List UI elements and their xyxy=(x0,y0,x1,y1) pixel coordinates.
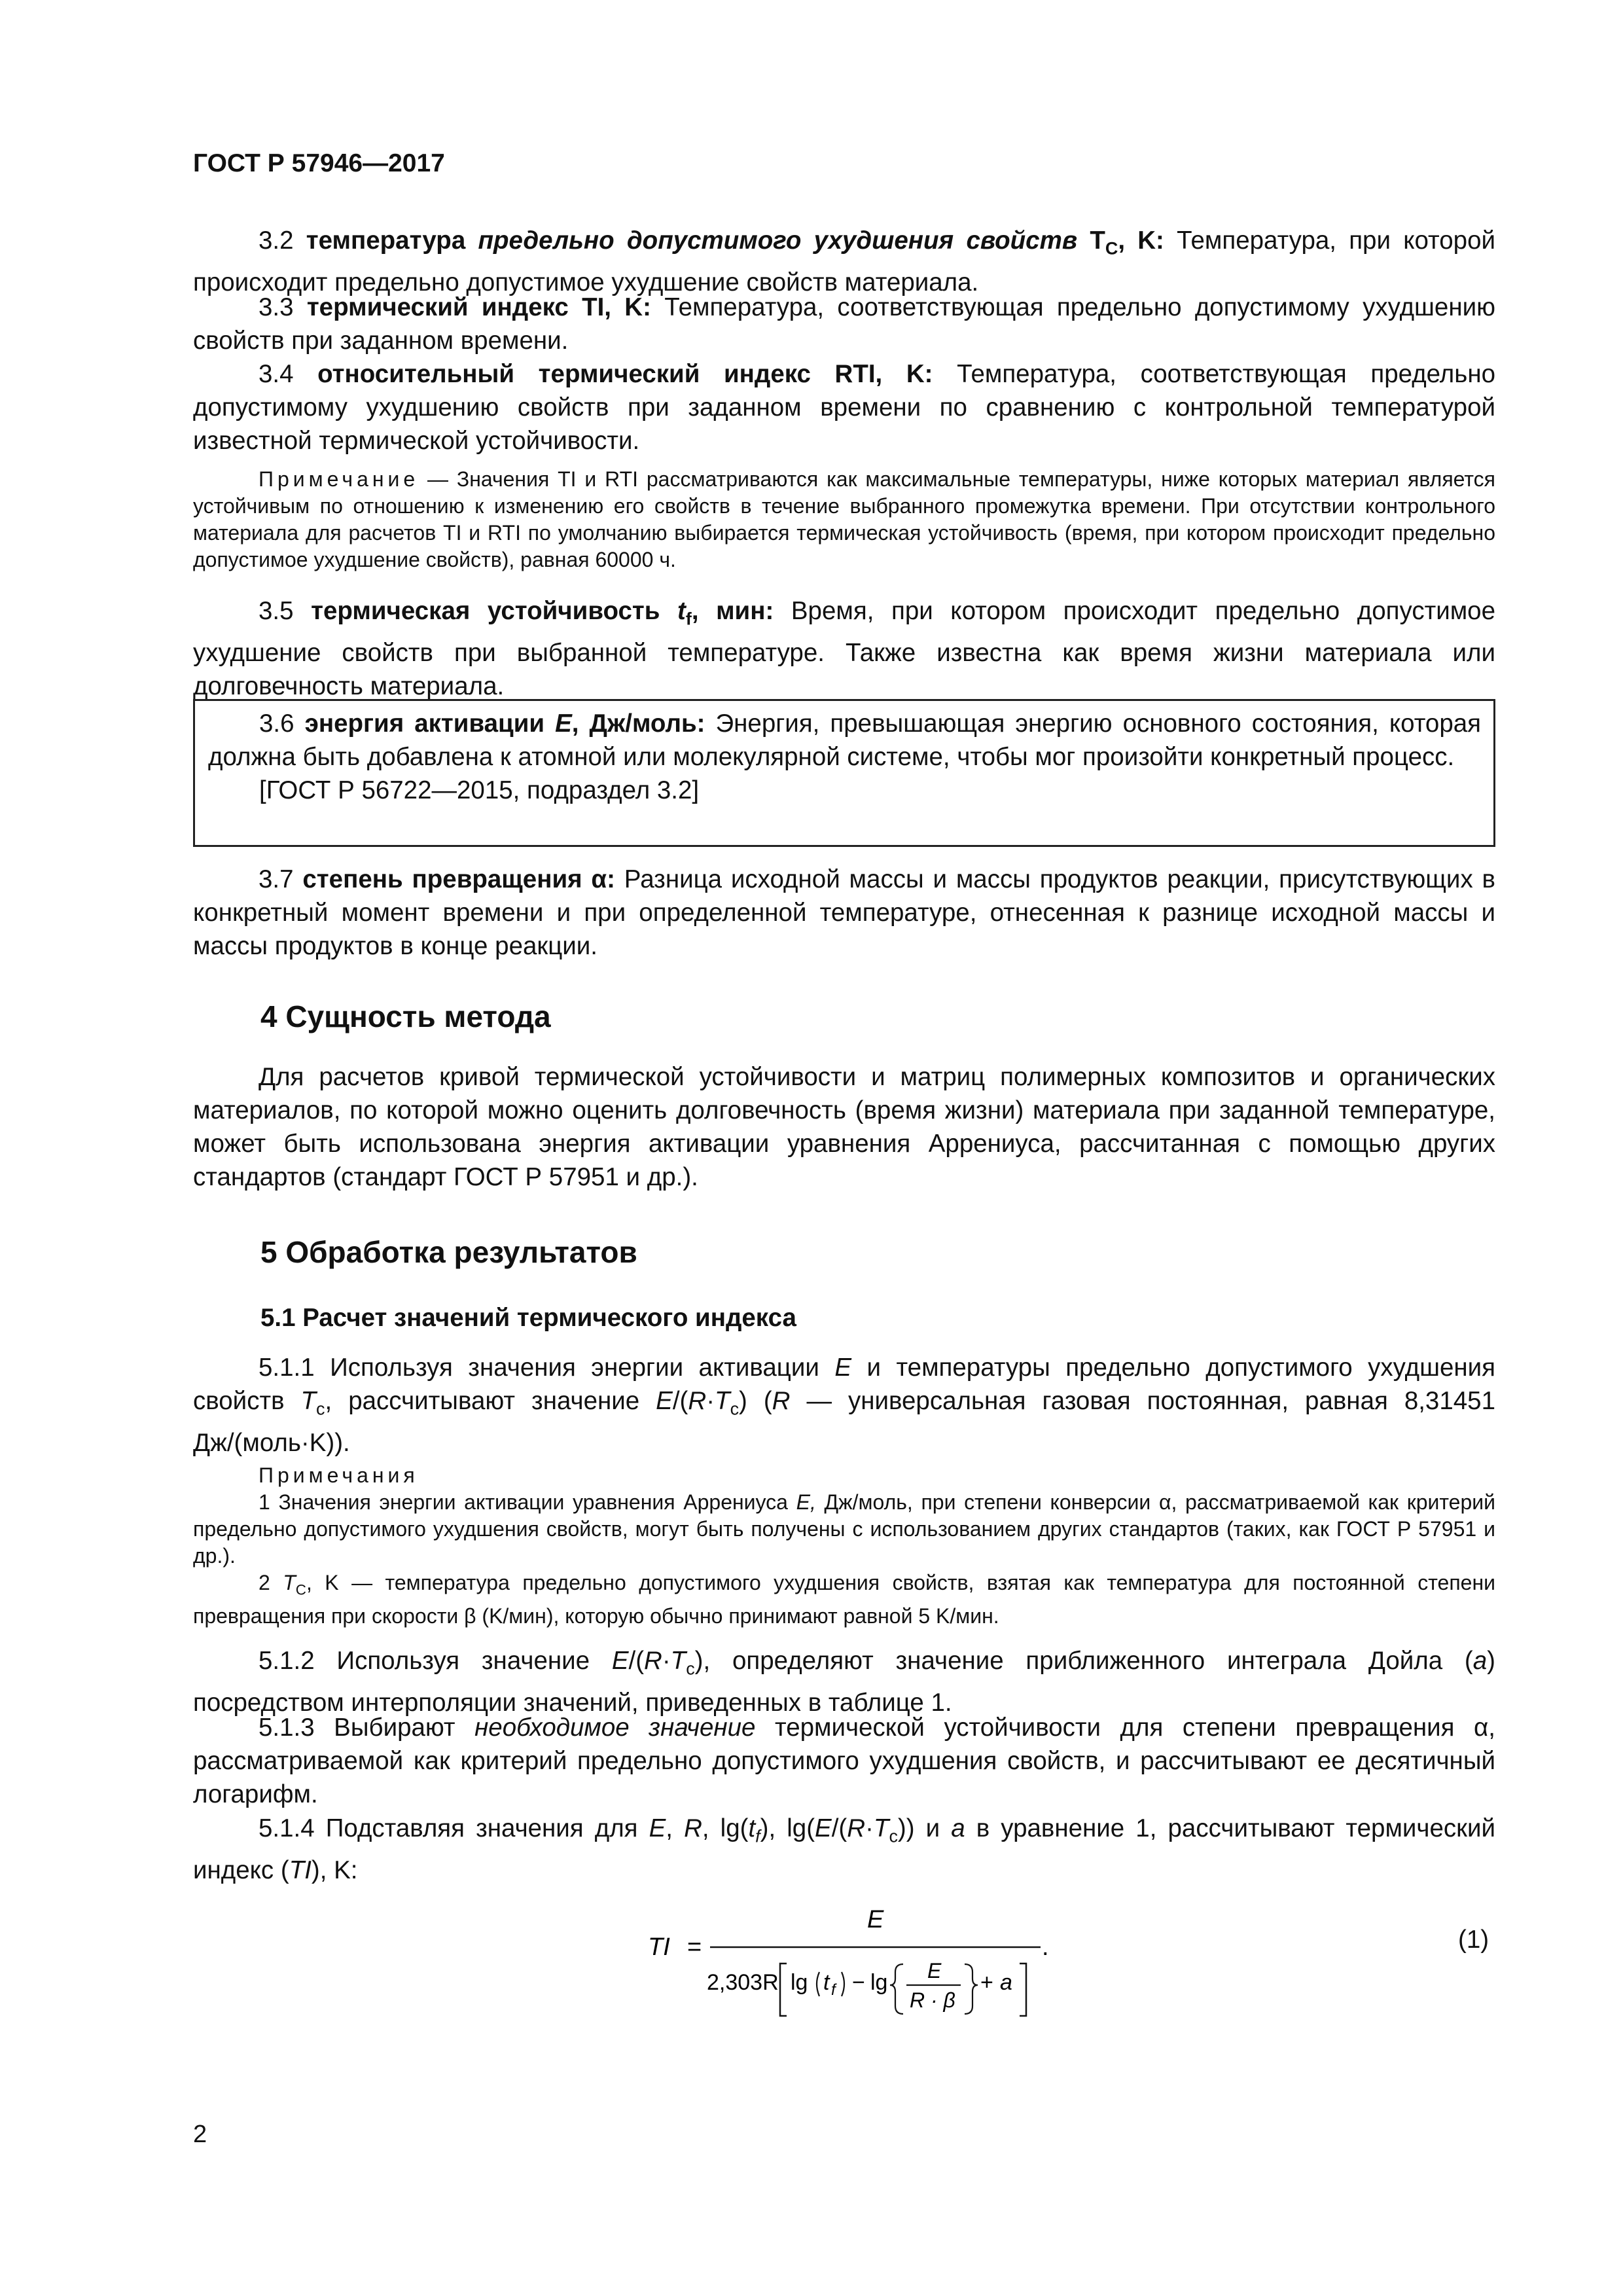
formula-minus: − xyxy=(852,1970,865,1995)
notes-label: Примечания xyxy=(259,1463,419,1487)
formula-coef: 2,303R xyxy=(707,1970,779,1995)
clause-5-1-3: 5.1.3 Выбирают необходимое значение термической устойчивости для степени превращения α, рассматриваемой как критерий предельно допустимого ухудшения свойств, и рассчитывают ее десятичный логарифм. xyxy=(193,1713,1496,1808)
clause-3-2: 3.2 температура предельно допустимого ухудшения свойств $T_C$, K: Температура, при которой происходит предельно допустимое ухудшение свойств материала. xyxy=(193,226,1495,296)
subsection-5-1-title: 5.1 Расчет значений термического индекса xyxy=(260,1304,796,1332)
formula-left-brace xyxy=(890,1964,903,2014)
formula-tf: t xyxy=(823,1970,830,1995)
page-number: 2 xyxy=(193,2121,207,2148)
clause-5-1-2: 5.1.2 Используя значение $E/(R\cdot T_с)$, определяют значение приближенного интеграла Дойла (a) посредством интерполяции значений, приведенных в таблице 1. xyxy=(193,1647,1495,1717)
formula-lparen xyxy=(817,1972,819,1996)
formula-plus: + xyxy=(980,1970,993,1995)
formula-right-brace xyxy=(965,1964,978,2014)
formula-left-bracket xyxy=(780,1964,787,2016)
note-3-4: Примечание — Значения TI и RTI рассматриваются как максимальные температуры, ниже которых материал является устойчивым по отношению к изменению его свойств в течение выбранного промежутка времени. При отсутствии контрольного материала для расчетов TI и RTI по умолчанию выбирается термическая устойчивость (время, при котором происходит предельно допустимое ухудшение свойств), равная 60000 ч. xyxy=(193,467,1495,571)
formula-lg2: lg xyxy=(870,1970,888,1995)
clause-3-3: 3.3 термический индекс TI, K: Температура, соответствующая предельно допустимому ухудшению свойств при заданном времени. xyxy=(193,293,1495,355)
clause-3-6-reference: [ГОСТ Р 56722—2015, подраздел 3.2] xyxy=(259,776,700,804)
clause-3-5: 3.5 термическая устойчивость $t_f$, мин: Время, при котором происходит предельно допустимое ухудшение свойств при выбранной температуре. Также известна как время жизни материала или долговечность материала. xyxy=(193,597,1496,700)
formula-tf-sub: f xyxy=(831,1981,836,1999)
equation-number: (1) xyxy=(1458,1926,1489,1954)
section-4-title: 4 Сущность метода xyxy=(260,999,551,1033)
formula-lhs: TI xyxy=(648,1933,670,1961)
document-header: ГОСТ Р 57946—2017 xyxy=(193,149,445,177)
clause-3-4: 3.4 относительный термический индекс RTI, K: Температура, соответствующая предельно допустимому ухудшению свойств при заданном времени по сравнению с контрольной температурой известной термической устойчивости. xyxy=(193,360,1495,455)
clause-3-7: 3.7 степень превращения α: Разница исходной массы и массы продуктов реакции, присутствующих в конкретный момент времени и при определенной температуре, отнесенная к разнице исходной массы и массы продуктов в конце реакции. xyxy=(193,865,1496,960)
section-5-title: 5 Обработка результатов xyxy=(260,1235,637,1269)
equation-1 xyxy=(641,1901,1099,2026)
clause-3-6: 3.6 энергия активации E, Дж/моль: Энергия, превышающая энергию основного состояния, которая должна быть добавлена к атомной или молекулярной системе, чтобы мог произойти конкретный процесс. [ГОСТ Р 56722—2015, подраздел 3.2] xyxy=(208,709,1481,804)
notes-5-1-1: Примечания 1 Значения энергии активации уравнения Аррениуса E, Дж/моль, при степени конверсии α, рассматриваемой как критерий предельно допустимого ухудшения свойств, могут быть получены с использованием других стандартов (таких, как ГОСТ Р 57951 и др.). 2 $T_C$, K — температура предельно допустимого ухудшения свойств, взятая как температура для постоянной степени превращения при скорости β (K/мин), которую обычно принимают равной 5 K/мин. xyxy=(193,1463,1496,1628)
formula-numerator: E xyxy=(867,1906,884,1933)
clause-5-1-4: 5.1.4 Подставляя значения для E, R, $\lg(t_f)$, $\lg(E/(R\cdot T_с))$ и a в уравнение 1, рассчитывают термический индекс (TI), K: xyxy=(193,1814,1496,1884)
formula-inner-numerator: E xyxy=(927,1959,942,1982)
clause-5-1-1: 5.1.1 Используя значения энергии активации E и температуры предельно допустимого ухудшения свойств $T_с$, рассчитывают значение $E/(R\cdot T_с)$ (R — универсальная газовая постоянная, равная 8,31451 Дж/(моль·K)). xyxy=(193,1354,1496,1457)
formula-a: a xyxy=(1000,1970,1012,1995)
section-4-text: Для расчетов кривой термической устойчивости и матриц полимерных композитов и органических материалов, по которой можно оценить долговечность (время жизни) материала при заданной температуре, может быть использована энергия активации уравнения Аррениуса, рассчитанная с помощью других стандартов (стандарт ГОСТ Р 57951 и др.). xyxy=(193,1063,1495,1191)
formula-rparen xyxy=(842,1972,844,1996)
formula-equals: = xyxy=(687,1933,702,1961)
formula-right-bracket xyxy=(1020,1964,1026,2016)
formula-dot: . xyxy=(1042,1933,1049,1961)
formula-inner-denominator: R · β xyxy=(910,1988,955,2012)
formula-lg1: lg xyxy=(791,1970,808,1995)
